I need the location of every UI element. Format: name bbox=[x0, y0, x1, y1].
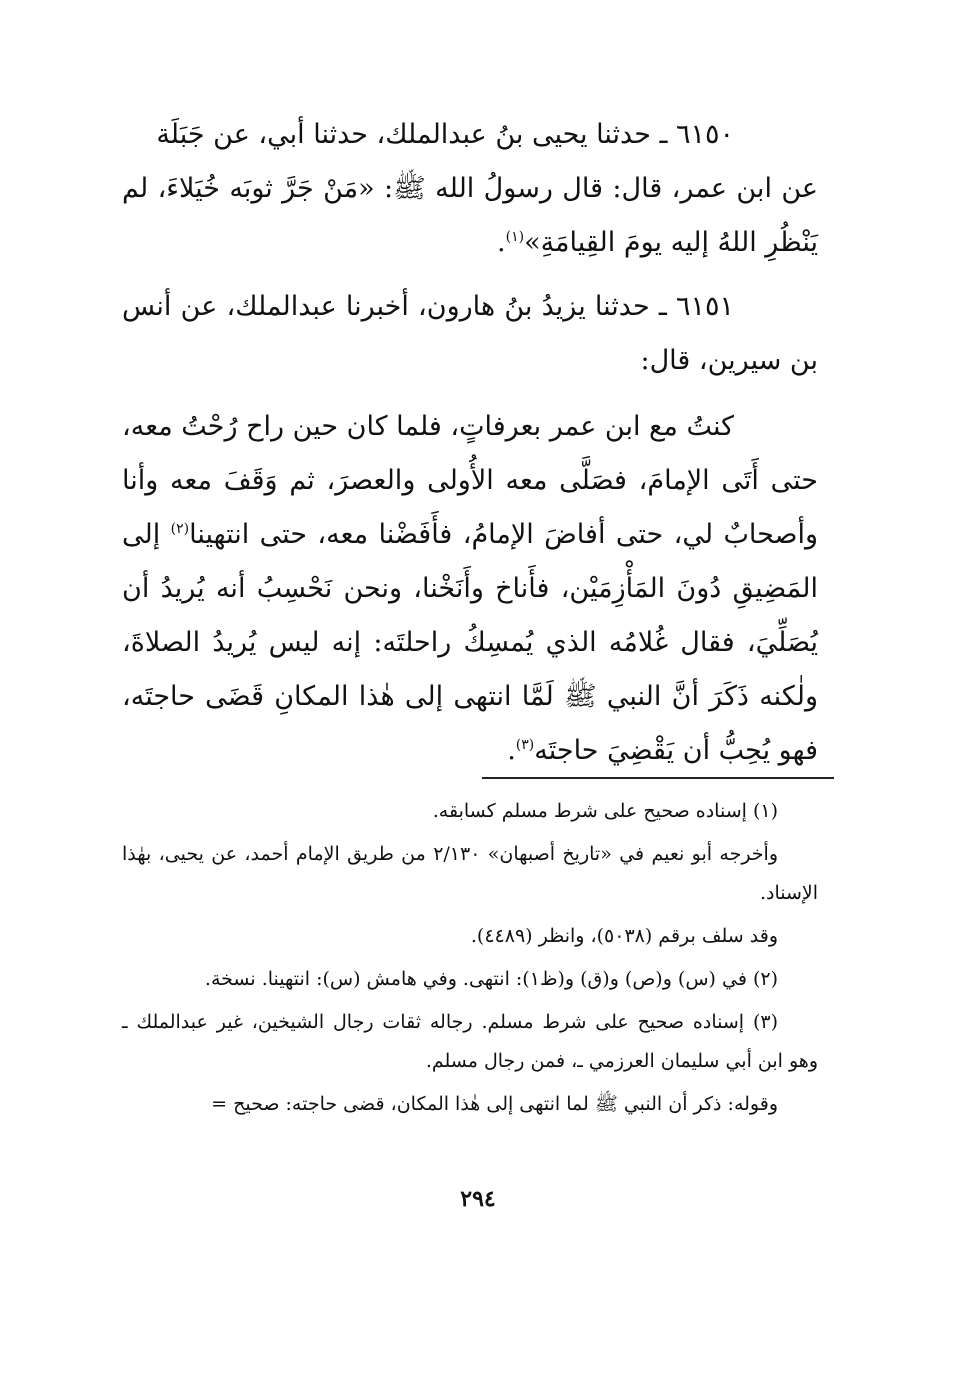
footnote-mark-2: (٢) bbox=[170, 521, 190, 537]
footnote-1-c: وقد سلف برقم (٥٠٣٨)، وانظر (٤٤٨٩). bbox=[470, 925, 778, 947]
footnote-mark-3: (٣) bbox=[515, 737, 535, 753]
footnote-2: (٢) في (س) و(ص) و(ق) و(ظ١): انتهى. وفي هامش (س): انتهينا. نسخة. bbox=[204, 968, 778, 990]
hadith-6150-matn bbox=[122, 162, 818, 270]
hadith-6150-isnad: ٦١٥٠ ـ حدثنا يحيى بنُ عبدالملك، حدثنا أبي، عن جَبَلَة bbox=[156, 119, 734, 150]
hadith-6150-matn-text: عن ابن عمر، قال: قال رسولُ الله ﷺ: «مَنْ جَرَّ ثوبَه خُيَلاءَ، لم يَنْظُرِ اللهُ إليه يومَ القِيامَةِ» bbox=[122, 173, 818, 258]
hadith-6151-matn-part1: كنتُ مع ابن عمر بعرفاتٍ، فلما كان حين راح رُحْتُ معه، حتى أَتَى الإمامَ، فصَلَّى معه الأُولى والعصرَ، ثم وَقَفَ معه وأنا وأصحابٌ لي، حتى أفاضَ الإمامُ، فأَفَضْنا معه، حتى انتهينا bbox=[122, 411, 818, 550]
footnote-1-a: (١) إسناده صحيح على شرط مسلم كسابقه. bbox=[432, 800, 778, 822]
footnote-mark-1: (١) bbox=[505, 229, 525, 245]
page-number: ٢٩٤ bbox=[460, 1186, 496, 1212]
hadith-6151-matn bbox=[122, 400, 818, 778]
hadith-6151-matn-part2: إلى المَضِيقِ دُونَ المَأْزِمَيْن، فأَناخ وأَنَخْنا، ونحن نَحْسِبُ أنه يُريدُ أن يُصَلِّيَ، فقال غُلامُه الذي يُمسِكُ راحلتَه: إنه ليس يُريدُ الصلاةَ، ولٰكنه ذَكَرَ أنَّ النبي ﷺ لَمَّا انتهى إلى هٰذا المكانِ قَضَى حاجتَه، فهو يُحِبُّ أن يَقْضِيَ حاجتَه bbox=[122, 519, 818, 766]
footnotes bbox=[122, 792, 818, 1128]
hadith-6151-end: . bbox=[507, 735, 516, 766]
hadith-6151-isnad: ٦١٥١ ـ حدثنا يزيدُ بنُ هارون، أخبرنا عبدالملك، عن أنس بن سيرين، قال: bbox=[122, 291, 818, 376]
footnote-separator bbox=[482, 777, 834, 779]
hadith-6150-end: . bbox=[497, 227, 506, 258]
footnote-3-a: (٣) إسناده صحيح على شرط مسلم. رجاله ثقات رجال الشيخين، غير عبدالملك ـ وهو ابن أبي سليمان العرزمي ـ، فمن رجال مسلم. bbox=[122, 1011, 818, 1072]
main-text bbox=[122, 108, 818, 778]
footnote-3-b: وقوله: ذكر أن النبي ﷺ لما انتهى إلى هٰذا المكان، قضى حاجته: صحيح = bbox=[211, 1093, 778, 1115]
footnote-1-b: وأخرجه أبو نعيم في «تاريخ أصبهان» ٢/١٣٠ من طريق الإمام أحمد، عن يحيى، بهٰذا الإسناد. bbox=[122, 843, 818, 904]
